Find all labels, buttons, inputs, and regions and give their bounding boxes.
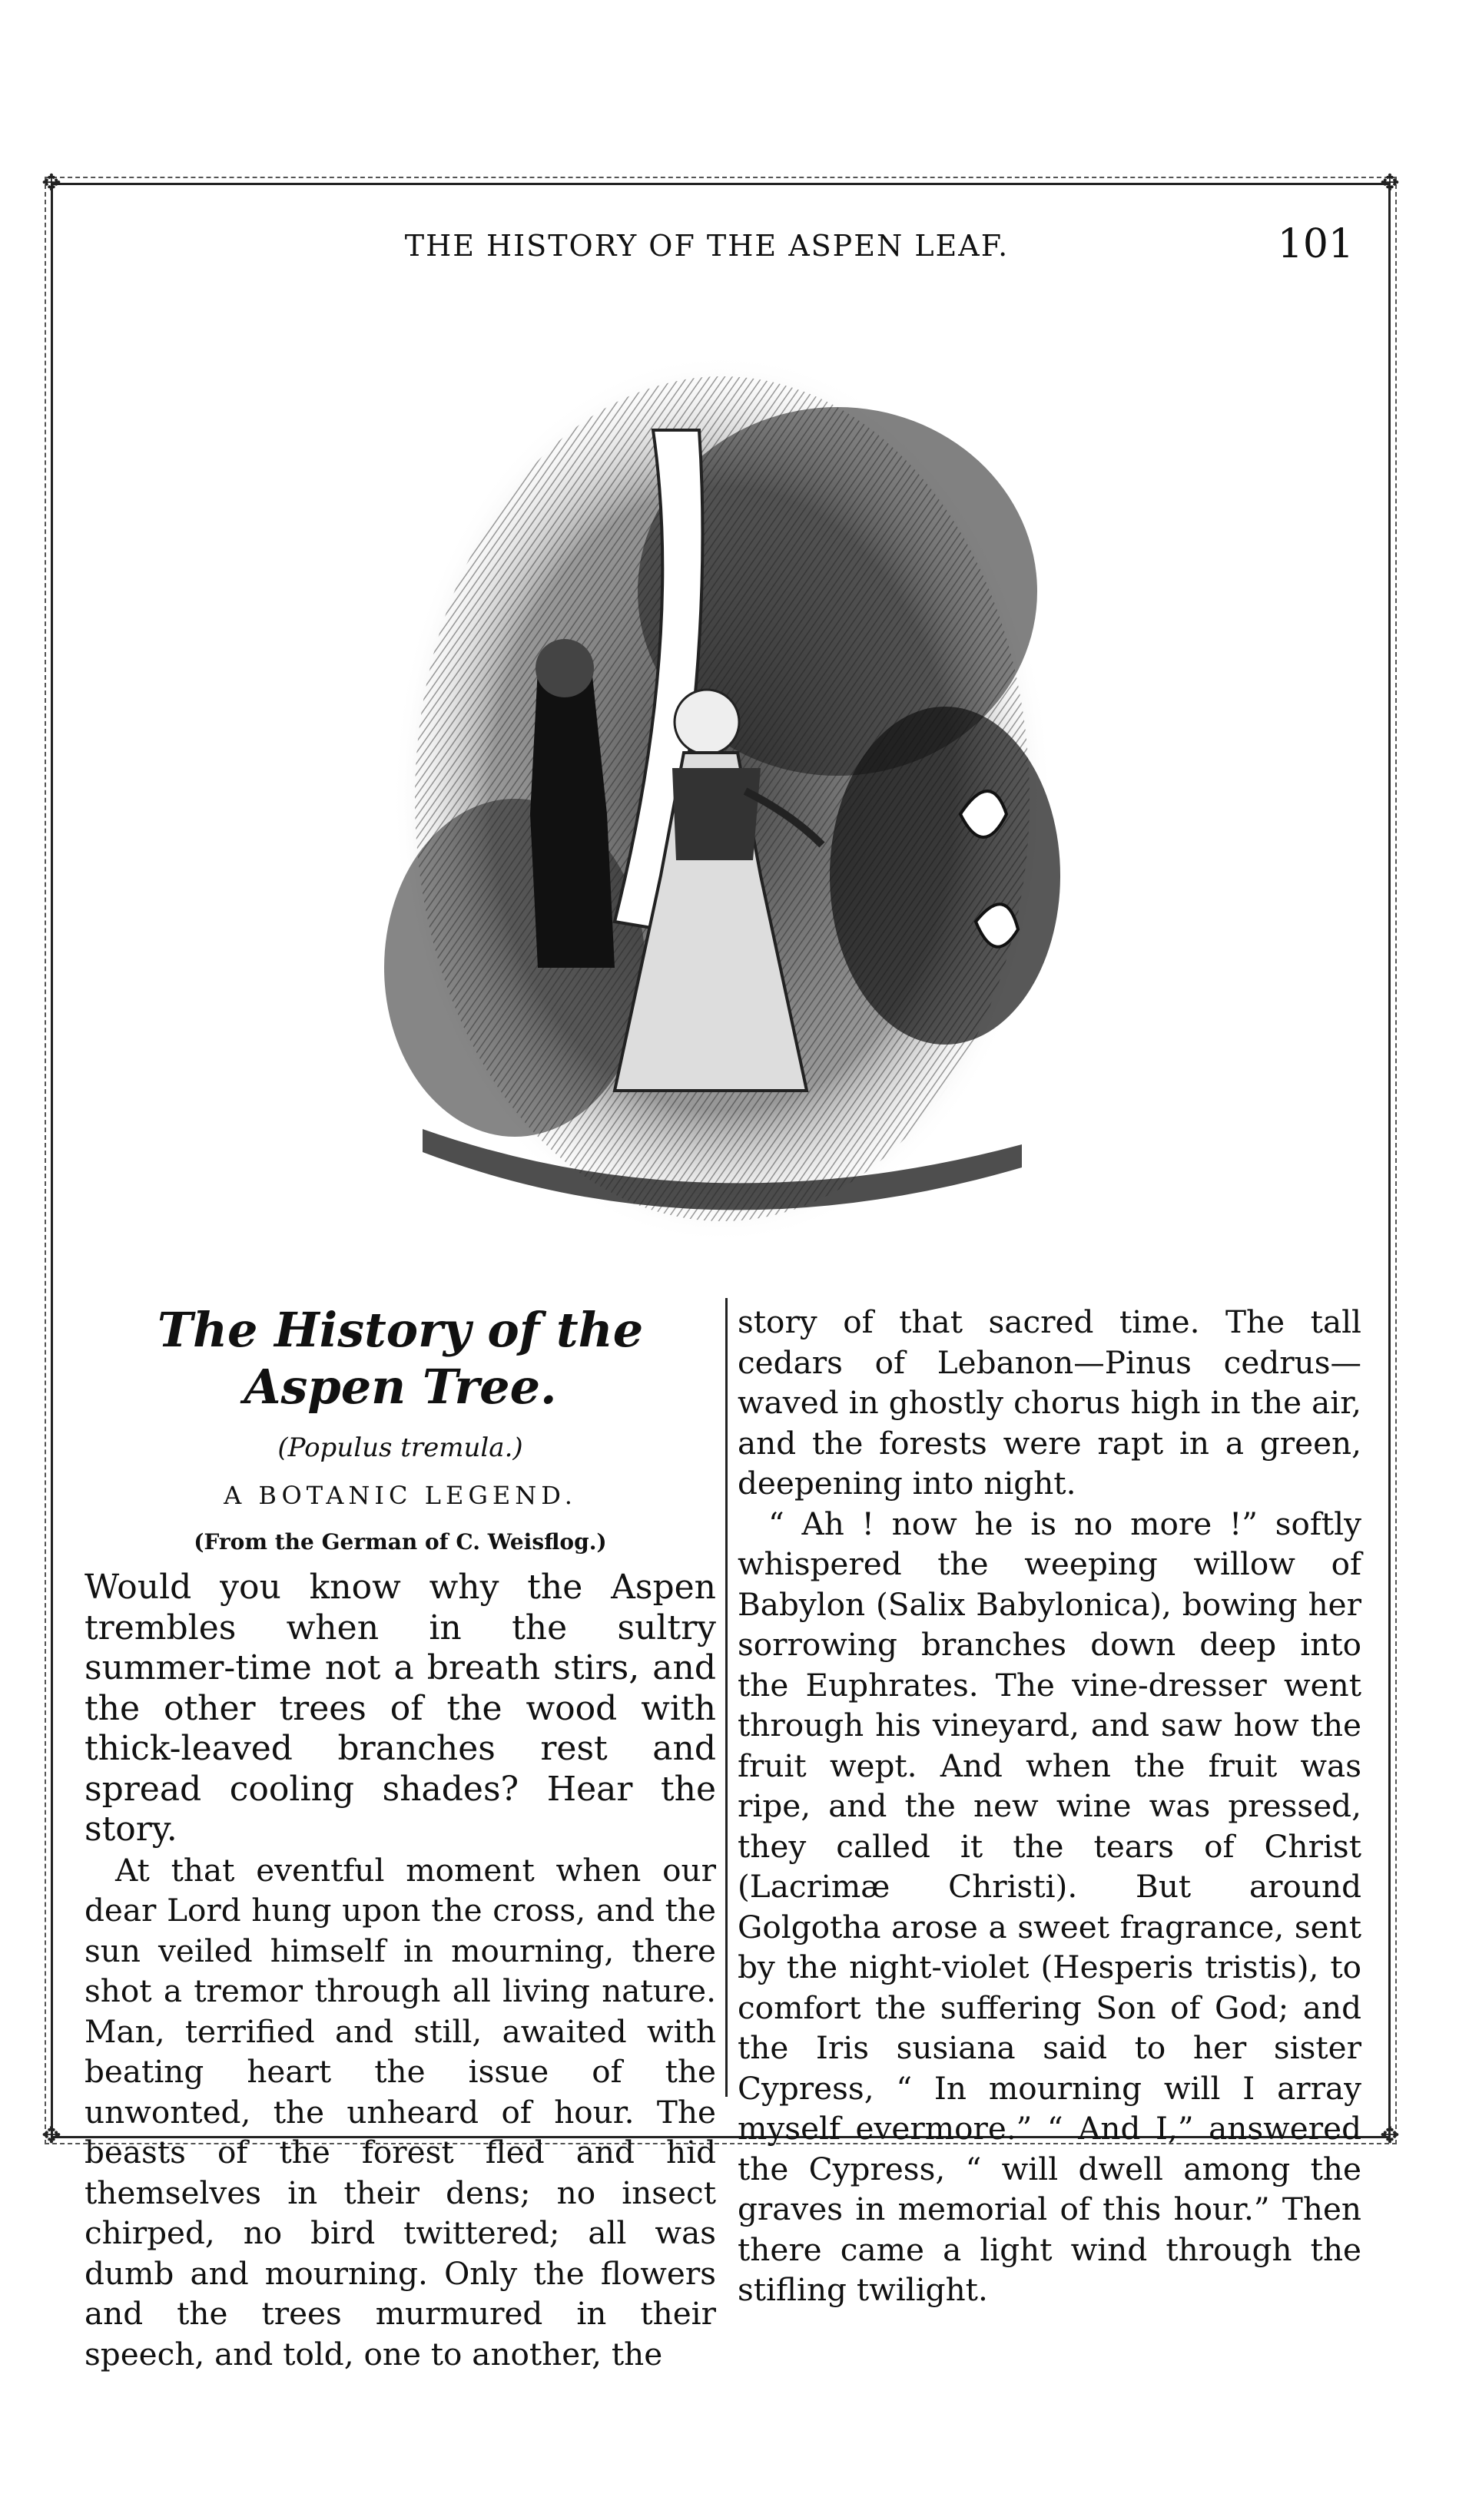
article-title: The History of the Aspen Tree. <box>157 1302 644 1415</box>
paragraph: “ Ah ! now he is no more !” softly whispered the weeping willow of Babylon (Salix Babylonica), bowing her sorrowing branches down deep into the Euphrates. The vine-dresser went through his vineyard, and saw how the fruit wept. And when the fruit was ripe, and the new wine was pressed, they called it the tears of Christ (Lacrimæ Christi). But around Golgotha arose a sweet fragrance, sent by the night-violet (Hesperis tristis), to comfort the suffering Son of God; and the Iris susiana said to her sister Cypress, “ In mourning will I array myself evermore.” “ And I,” answered the Cypress, “ will dwell among the graves in memorial of this hour.” Then there came a light wind through the stifling twilight. <box>738 1505 1361 2308</box>
column-divider <box>725 1298 728 2097</box>
attribution: (From the German of C. Weisflog.) <box>194 1529 607 1555</box>
corner-ornament-icon: ✥ <box>41 2122 61 2149</box>
page-number: 101 <box>1277 221 1354 267</box>
left-column <box>85 1302 716 2374</box>
corner-ornament-icon: ✥ <box>41 170 61 197</box>
paragraph: story of that sacred time. The tall cedars of Lebanon—Pinus cedrus—waved in ghostly chorus high in the air, and the forests were rapt in a green, deepening into night. <box>738 1303 1361 1502</box>
corner-ornament-icon: ✥ <box>1380 2122 1400 2149</box>
engraving-woman-and-man-under-trees-icon <box>361 338 1091 1267</box>
right-column <box>738 1302 1361 2310</box>
running-title: THE HISTORY OF THE ASPEN LEAF. <box>404 229 1010 263</box>
article-subtitle: (Populus tremula.) <box>277 1432 523 1463</box>
paragraph: At that eventful moment when our dear Lord hung upon the cross, and the sun veiled himself in mourning, there shot a tremor through all living nature. Man, terrified and still, awaited with beating heart the issue of the unwonted, the unheard of hour. The beasts of the forest fled and hid themselves in their dens; no insect chirped, no bird twittered; all was dumb and mourning. Only the flowers and the trees murmured in their speech, and told, one to another, the <box>85 1851 716 2373</box>
corner-ornament-icon: ✥ <box>1380 170 1400 197</box>
legend-heading: A BOTANIC LEGEND. <box>224 1481 577 1510</box>
paragraph: Would you know why the Aspen trembles when in the sultry summer-time not a breath stirs, and the other trees of the wood with thick-leaved branches rest and spread cooling shades? Hear the story. <box>85 1568 716 1849</box>
